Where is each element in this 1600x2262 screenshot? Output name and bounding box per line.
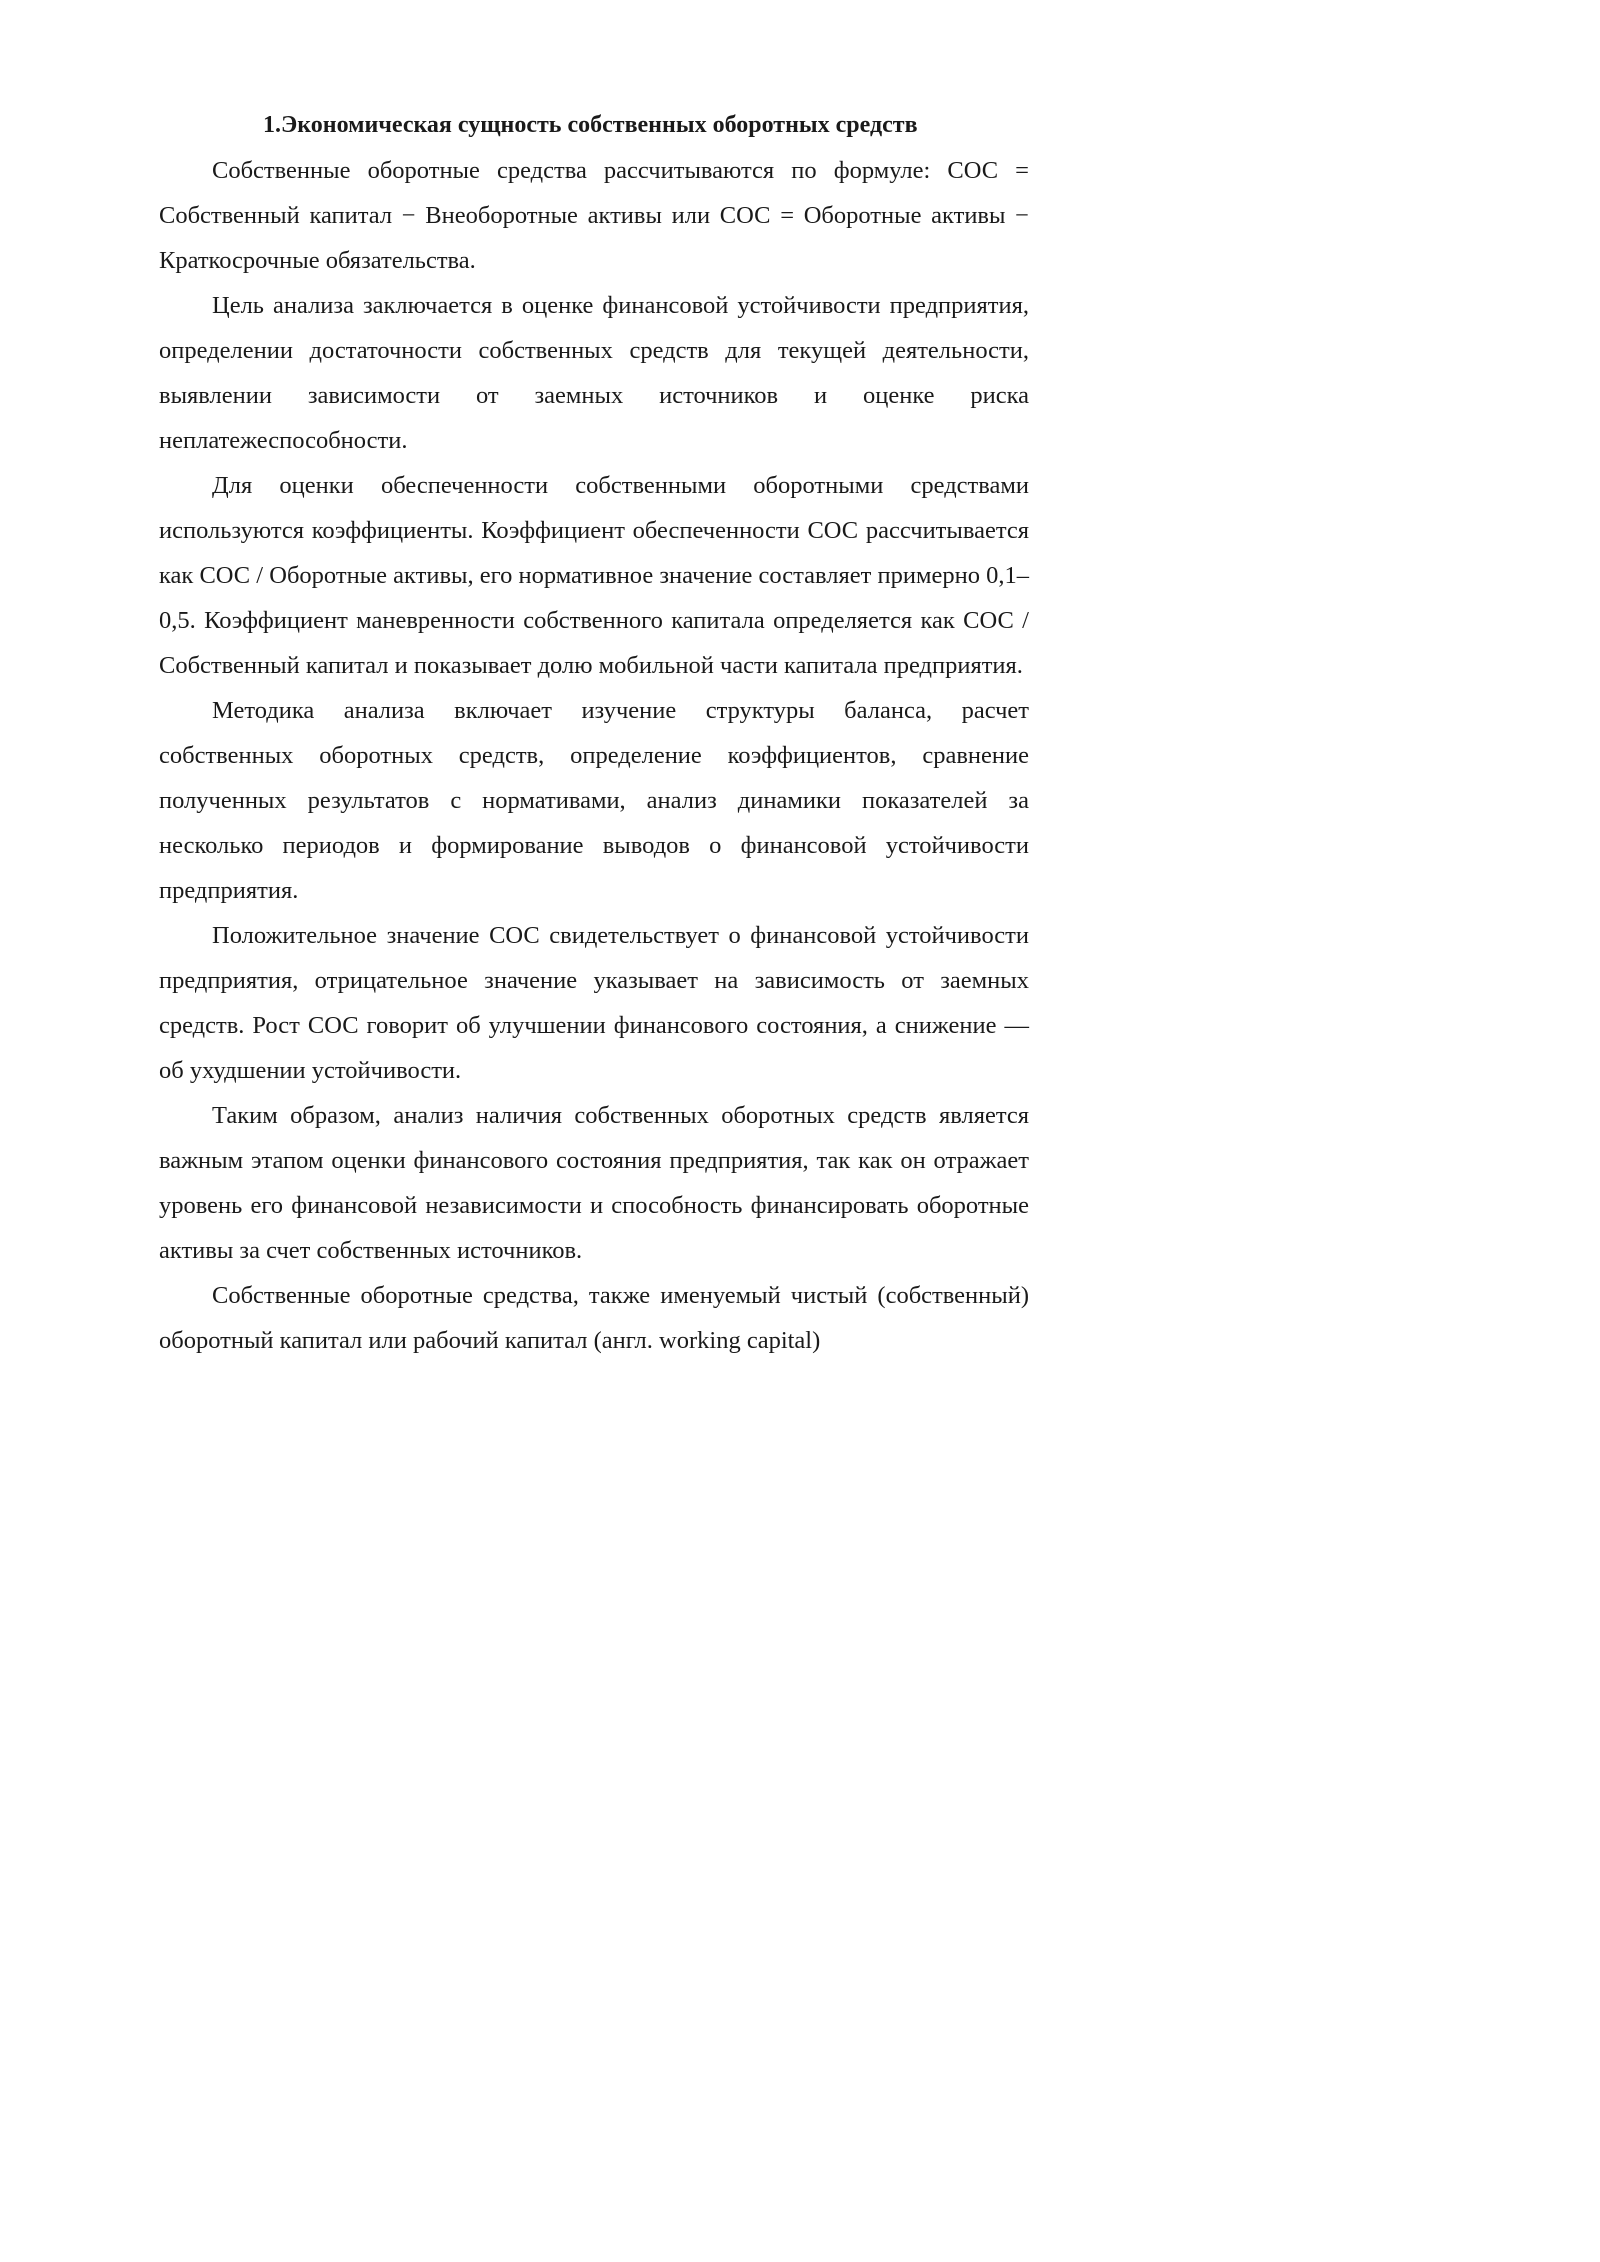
document-page bbox=[159, 103, 1029, 1363]
paragraph-definition: Собственные оборотные средства, также именуемый чистый (собственный) оборотный капитал или рабочий капитал (англ. working capital) bbox=[159, 1282, 1029, 1354]
paragraph-conclusion: Таким образом, анализ наличия собственных оборотных средств является важным этапом оценки финансового состояния предприятия, так как он отражает уровень его финансовой независимости и способность финансировать оборотные активы за счет собственных источников. bbox=[159, 1102, 1029, 1264]
paragraph-goal: Цель анализа заключается в оценке финансовой устойчивости предприятия, определении достаточности собственных средств для текущей деятельности, выявлении зависимости от заемных источников и оценке риска неплатежеспособности. bbox=[159, 292, 1029, 454]
paragraph-coefficients: Для оценки обеспеченности собственными оборотными средствами используются коэффициенты. Коэффициент обеспеченности СОС рассчитывается как СОС / Оборотные активы, его нормативное значение составляет примерно 0,1–0,5. Коэффициент маневренности собственного капитала определяется как СОС / Собственный капитал и показывает долю мобильной части капитала предприятия. bbox=[159, 472, 1029, 679]
paragraph-formula: Собственные оборотные средства рассчитываются по формуле: СОС = Собственный капитал − Внеоборотные активы или СОС = Оборотные активы − Краткосрочные обязательства. bbox=[159, 157, 1029, 274]
section-heading: 1.Экономическая сущность собственных оборотных средств bbox=[263, 112, 918, 138]
paragraph-methodology: Методика анализа включает изучение структуры баланса, расчет собственных оборотных средств, определение коэффициентов, сравнение полученных результатов с нормативами, анализ динамики показателей за несколько периодов и формирование выводов о финансовой устойчивости предприятия. bbox=[159, 697, 1029, 904]
paragraph-interpretation: Положительное значение СОС свидетельствует о финансовой устойчивости предприятия, отрицательное значение указывает на зависимость от заемных средств. Рост СОС говорит об улучшении финансового состояния, а снижение — об ухудшении устойчивости. bbox=[159, 922, 1029, 1084]
